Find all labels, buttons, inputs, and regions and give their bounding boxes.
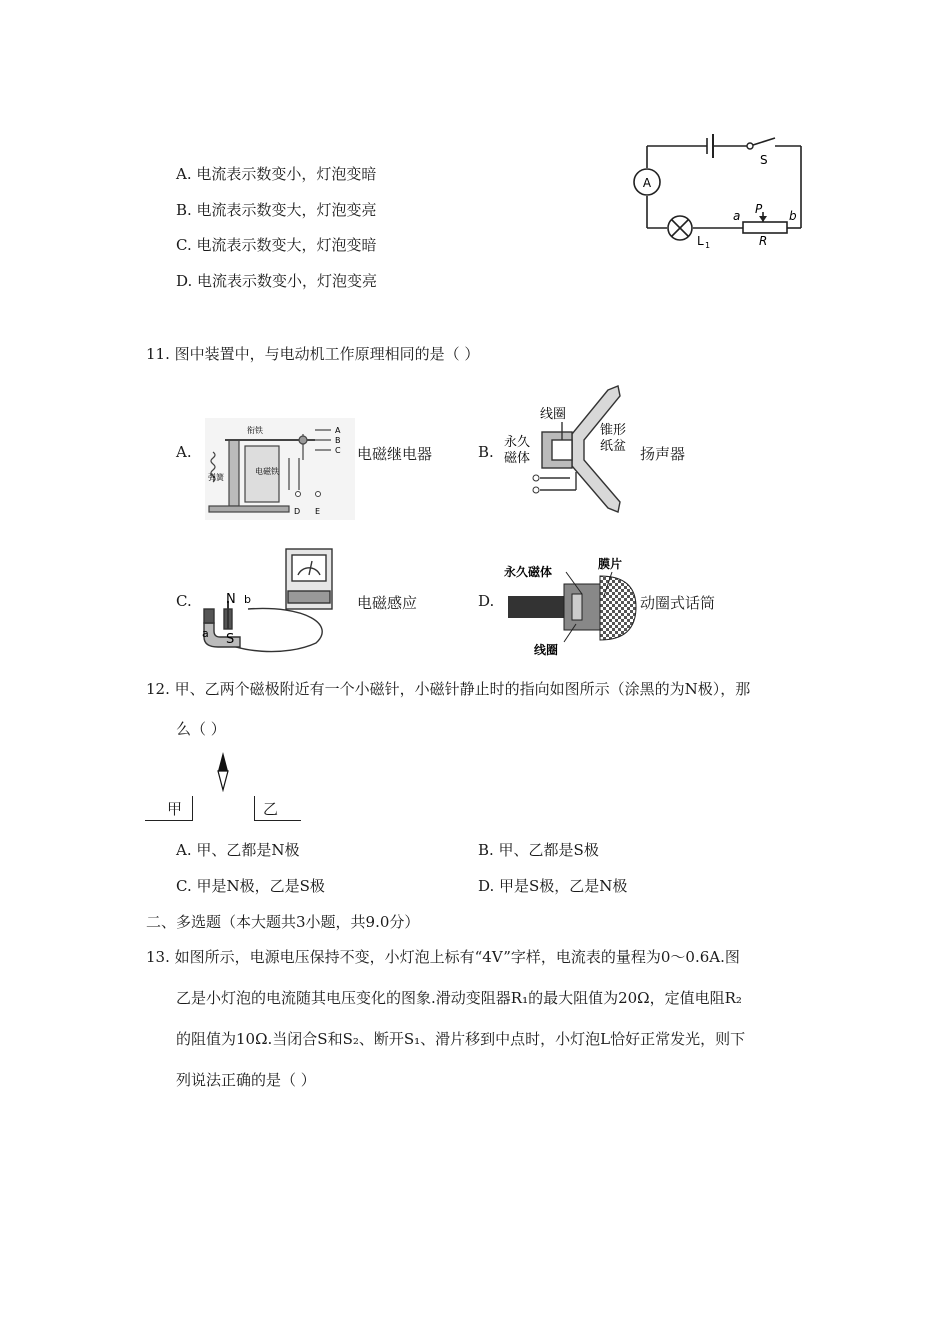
q11-option-d-caption: 动圈式话筒 — [640, 594, 716, 612]
switch-label: S — [760, 153, 768, 167]
q11-option-c-caption: 电磁感应 — [357, 594, 418, 612]
q13-line4: 列说法正确的是（ ） — [176, 1071, 316, 1089]
q10-option-c: C. 电流表示数变大，灯泡变暗 — [176, 236, 377, 254]
q10-circuit-diagram — [625, 128, 815, 248]
relay-spring-label: 弹簧 — [208, 473, 224, 482]
lamp-label: L — [697, 234, 704, 248]
speaker-cone-label-2: 纸盆 — [600, 439, 627, 454]
slider-label: P — [755, 202, 763, 216]
speaker-magnet-label-1: 永久 — [504, 435, 531, 450]
q12-option-a: A. 甲、乙都是N极 — [176, 841, 300, 859]
relay-armature-label: 衔铁 — [247, 426, 263, 435]
q12-option-c: C. 甲是N极，乙是S极 — [176, 877, 325, 895]
q11-option-a-letter: A. — [176, 443, 192, 461]
pole-yi-label: 乙 — [263, 800, 279, 818]
q11-option-b-letter: B. — [478, 443, 494, 461]
q12-option-b: B. 甲、乙都是S极 — [478, 841, 599, 859]
magnet-s-label: S — [226, 632, 235, 647]
ammeter-symbol-label: A — [642, 176, 652, 190]
q10-option-a: A. 电流表示数变小，灯泡变暗 — [176, 165, 377, 183]
q11-option-a-caption: 电磁继电器 — [357, 445, 433, 463]
relay-core-label: 电磁铁 — [255, 467, 279, 476]
relay-terminal-d: D — [294, 507, 301, 516]
q10-option-d: D. 电流表示数变小，灯泡变亮 — [176, 272, 378, 290]
speaker-coil-label: 线圈 — [540, 407, 567, 422]
mic-magnet-label: 永久磁体 — [504, 565, 553, 579]
section-heading: 二、多选题（本大题共3小题，共9.0分） — [146, 913, 420, 931]
relay-terminal-e: E — [315, 507, 321, 516]
q12-stem-line2: 么（ ） — [176, 720, 226, 738]
wire-a-label: a — [202, 627, 209, 640]
mic-coil-label: 线圈 — [534, 643, 559, 657]
magnet-pole-jia — [145, 796, 193, 821]
q11-option-d-letter: D. — [478, 592, 495, 610]
speaker-figure — [500, 382, 630, 518]
q11-stem: 11. 图中装置中，与电动机工作原理相同的是（ ） — [146, 345, 480, 363]
induction-figure — [196, 545, 356, 655]
lamp-subscript: 1 — [705, 241, 711, 248]
mic-diaphragm-label: 膜片 — [598, 557, 623, 571]
magnet-pole-yi — [254, 796, 301, 821]
microphone-figure — [504, 550, 640, 658]
relay-terminal-c: C — [335, 446, 341, 455]
relay-terminal-a: A — [335, 426, 341, 435]
pole-jia-label: 甲 — [167, 800, 183, 818]
wire-b-label: b — [244, 593, 251, 606]
magnet-n-label: N — [226, 592, 236, 607]
q11-option-b-caption: 扬声器 — [640, 445, 686, 463]
speaker-magnet-label-2: 磁体 — [504, 451, 531, 466]
end-a-label: a — [733, 209, 741, 223]
q13-line1: 13. 如图所示，电源电压保持不变，小灯泡上标有“4V”字样，电流表的量程为0～0.6A.图 — [146, 948, 740, 966]
q12-option-d: D. 甲是S极，乙是N极 — [478, 877, 628, 895]
speaker-cone-label-1: 锥形 — [600, 423, 627, 438]
resistor-label: R — [759, 234, 768, 248]
relay-terminal-b: B — [335, 436, 341, 445]
end-b-label: b — [789, 209, 797, 223]
q10-option-b: B. 电流表示数变大，灯泡变亮 — [176, 201, 377, 219]
relay-figure — [205, 418, 355, 520]
q12-stem-line1: 12. 甲、乙两个磁极附近有一个小磁针，小磁针静止时的指向如图所示（涂黑的为N极），那 — [146, 680, 751, 698]
q13-line3: 的阻值为10Ω.当闭合S和S₂、断开S₁、滑片移到中点时，小灯泡L恰好正常发光，则下 — [176, 1030, 746, 1048]
q11-option-c-letter: C. — [176, 592, 192, 610]
q13-line2: 乙是小灯泡的电流随其电压变化的图象.滑动变阻器R₁的最大阻值为20Ω，定值电阻R₂ — [176, 989, 742, 1007]
compass-needle — [214, 750, 232, 792]
